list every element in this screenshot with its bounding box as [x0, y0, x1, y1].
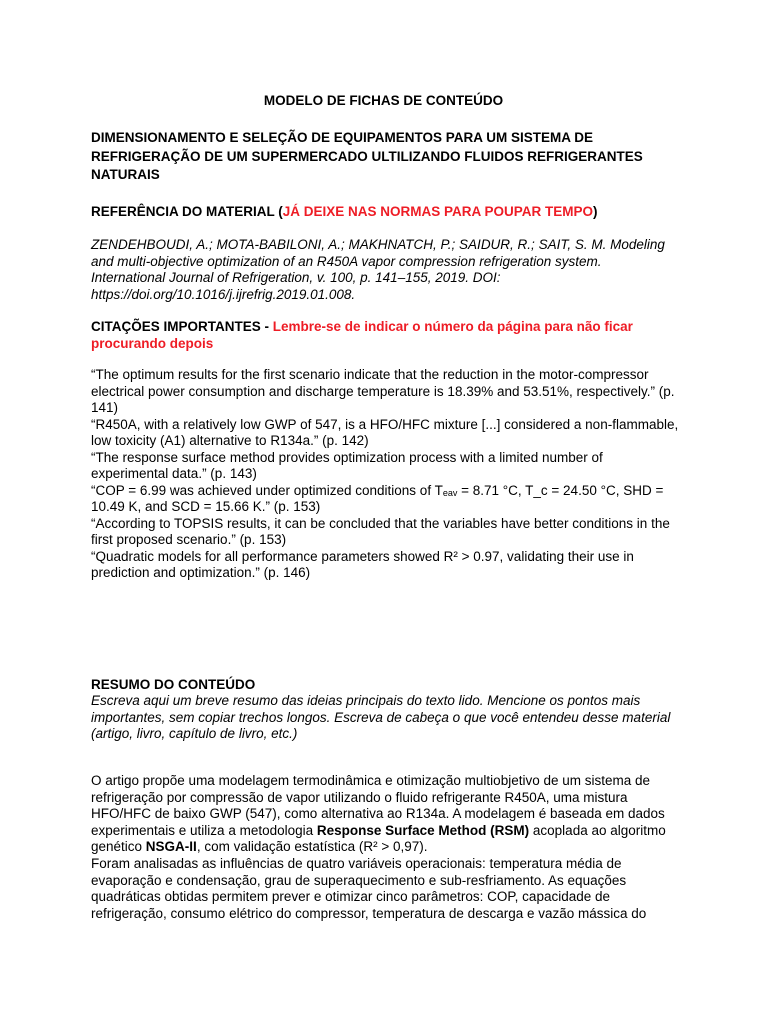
- quote-item: “The response surface method provides optimization process with a limited number of experimental data.” (p. 143): [91, 449, 603, 481]
- cop-quote-after: = 8.71 °C, T_c = 24.50 °C, SHD = 10.49 K, and SCD = 15.66 K.” (p. 153): [91, 482, 664, 514]
- reference-heading-prefix: REFERÊNCIA DO MATERIAL (: [91, 204, 283, 219]
- cop-quote-subscript: eav: [442, 487, 458, 498]
- quote-item: “According to TOPSIS results, it can be concluded that the variables have better conditions in the first proposed scenario.” (p. 153): [91, 515, 670, 547]
- cop-quote-before: “COP = 6.99 was achieved under optimized conditions of T: [91, 482, 443, 498]
- quote-item: “The optimum results for the first scenario indicate that the reduction in the motor-compressor electrical power consumption and discharge temperature is 18.39% and 53.51%, respectively.” (p. 141): [91, 367, 675, 415]
- summary-p1-text-a: O artigo propõe uma modelagem termodinâmica e otimização multiobjetivo de um sistema de refrigeração por compressão de vapor utilizando o fluido refrigerante R450A, uma mistura HFO/HFC de baixo GWP (547), como alternativa ao R134a. A modelagem é baseada em dados experimentais e utiliza a metodologia: [91, 773, 665, 838]
- summary-p1-bold-rsm: Response Surface Method (RSM): [316, 822, 530, 838]
- quotes-list: [91, 367, 681, 582]
- summary-paragraph-2: Foram analisadas as influências de quatro variáveis operacionais: temperatura média de evaporação e condensação, grau de superaquecimento e sub-resfriamento. As equações quadráticas obtidas permitem prever e otimizar cinco parâmetros: COP, capacidade de refrigeração, consumo elétrico do compressor, temperatura de descarga e vazão mássica do: [91, 856, 647, 921]
- quote-item: “Quadratic models for all performance parameters showed R² > 0.97, validating their use in prediction and optimization.” (p. 146): [91, 548, 634, 580]
- reference-heading: [91, 203, 681, 222]
- reference-heading-suffix: ): [593, 204, 598, 219]
- summary-p1-bold-nsga: NSGA-II: [145, 839, 197, 854]
- citations-heading-label: CITAÇÕES IMPORTANTES -: [91, 319, 273, 334]
- summary-p1-text-c: , com validação estatística (R² > 0,97).: [196, 839, 428, 854]
- main-heading: DIMENSIONAMENTO E SELEÇÃO DE EQUIPAMENTOS PARA UM SISTEMA DE REFRIGERAÇÃO DE UM SUPERMERCADO ULTILIZANDO FLUIDOS REFRIGERANTES NATURAIS: [91, 130, 643, 182]
- quote-item: “R450A, with a relatively low GWP of 547, is a HFO/HFC mixture [...] considered a non-flammable, low toxicity (A1) alternative to R134a.” (p. 142): [91, 416, 679, 448]
- summary-paragraph-1: [91, 773, 681, 856]
- citations-heading: [91, 318, 681, 352]
- reference-citation: ZENDEHBOUDI, A.; MOTA-BABILONI, A.; MAKHNATCH, P.; SAIDUR, R.; SAIT, S. M. Modeling and multi-objective optimization of an R450A vapor compression refrigeration system. International Journal of Refrigeration, v. 100, p. 141–155, 2019. DOI: https://doi.org/10.1016/j.ijrefrig.2019.01.008.: [91, 237, 665, 302]
- document-title: MODELO DE FICHAS DE CONTEÚDO: [263, 93, 504, 108]
- reference-heading-note: JÁ DEIXE NAS NORMAS PARA POUPAR TEMPO: [282, 204, 594, 219]
- summary-heading: RESUMO DO CONTEÚDO: [91, 677, 256, 692]
- citations-heading-note: Lembre-se de indicar o número da página para não ficar procurando depois: [91, 319, 633, 351]
- summary-p1-text-b: acoplada ao algoritmo genético: [91, 822, 666, 854]
- quote-item-cop: [91, 483, 681, 516]
- summary-instructions: Escreva aqui um breve resumo das ideias principais do texto lido. Mencione os pontos mais importantes, sem copiar trechos longos. Escreva de cabeça o que você entendeu desse material (artigo, livro, capítulo de livro, etc.): [91, 693, 671, 741]
